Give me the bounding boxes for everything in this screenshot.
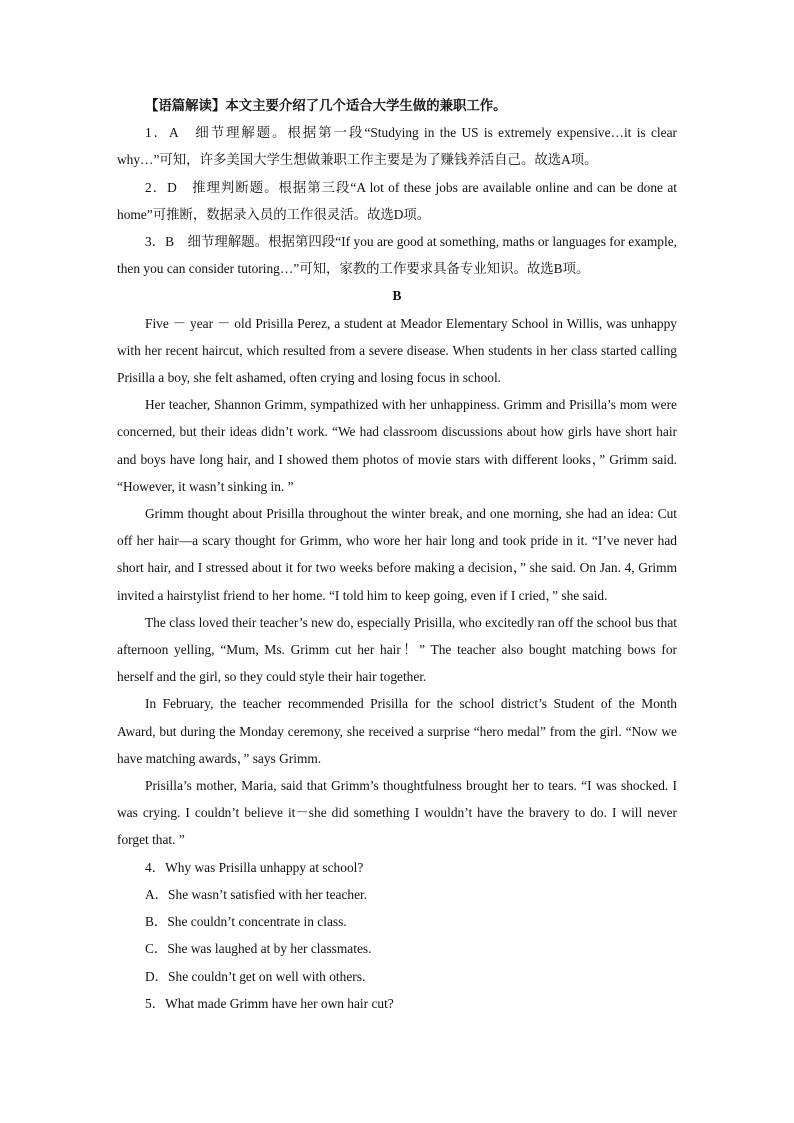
question-5: 5．What made Grimm have her own hair cut? [145,995,394,1011]
summary-heading: 【语篇解读】本文主要介绍了几个适合大学生做的兼职工作。 [145,98,507,113]
question-4-option-c: C．She was laughed at by her classmates. [145,941,372,957]
passage-paragraph-6: Prisilla’s mother, Maria, said that Grimm’s thoughtfulness brought her to tears. “I was shocked. I was crying. I couldn’t believe it－she did something I wouldn’t have the bravery to do. I will never forget that. ” [117,778,677,848]
question-4-option-a: A．She wasn’t satisfied with her teacher. [145,886,368,902]
passage-paragraph-2: Her teacher, Shannon Grimm, sympathized with her unhappiness. Grimm and Prisilla’s mom were concerned, but their ideas didn’t work. “We had classroom discussions about how girls have short hair and boys have long hair, and I showed them photos of movie stars with different looks，” Grimm said. “However, it wasn’t sinking in. ” [117,397,677,494]
passage-label: B [392,288,402,304]
answer-item-1: 1．A 细节理解题。根据第一段“Studying in the US is extremely expensive…it is clear why…”可知，许多美国大学生想做兼职工作主要是为了赚钱养活自己。故选A项。 [117,125,677,168]
answer-item-3: 3．B 细节理解题。根据第四段“If you are good at something, maths or languages for example, then you can consider tutoring…”可知，家教的工作要求具备专业知识。故选B项。 [117,234,677,277]
document-page [117,92,677,1017]
question-4-option-b: B．She couldn’t concentrate in class. [145,914,347,930]
passage-paragraph-4: The class loved their teacher’s new do, especially Prisilla, who excitedly ran off the school bus that afternoon yelling, “Mum, Ms. Grimm cut her hair！” The teacher also bought matching bows for herself and the girl, so they could style their hair together. [117,614,677,685]
answer-item-2: 2．D 推理判断题。根据第三段“A lot of these jobs are available online and can be done at home”可推断，数据录入员的工作很灵活。故选D项。 [117,179,677,222]
passage-paragraph-5: In February, the teacher recommended Prisilla for the school district’s Student of the Month Award, but during the Monday ceremony, she received a surprise “hero medal” from the girl. “Now we have matching awards，” says Grimm. [117,696,677,766]
question-4-option-d: D．She couldn’t get on well with others. [145,968,366,984]
passage-paragraph-3: Grimm thought about Prisilla throughout the winter break, and one morning, she had an idea: Cut off her hair—a scary thought for Grimm, who wore her hair long and took pride in it. “I’ve never had short hair, and I stressed about it for two weeks before making a decision，” she said. On Jan. 4, Grimm invited a hairstylist friend to her home. “I told him to keep going, even if I cried，” she said. [117,506,677,603]
question-4: 4．Why was Prisilla unhappy at school? [145,859,364,875]
passage-paragraph-1: Five － year － old Prisilla Perez, a student at Meador Elementary School in Willis, was unhappy with her recent haircut, which resulted from a severe disease. When students in her class started calling Prisilla a boy, she felt ashamed, often crying and losing focus in school. [117,315,677,386]
